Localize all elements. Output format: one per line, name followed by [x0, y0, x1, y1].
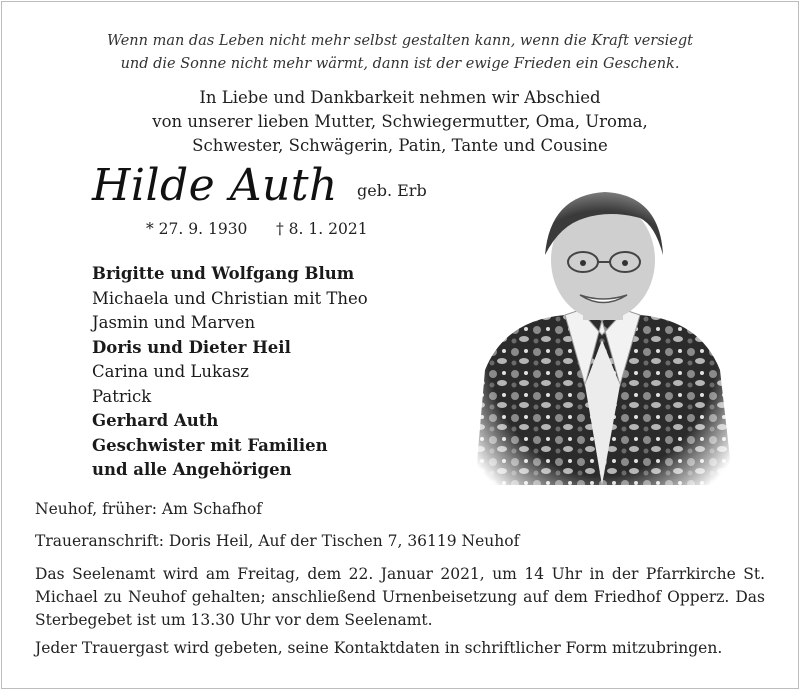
intro-line-1: In Liebe und Dankbarkeit nehmen wir Abschied	[199, 88, 601, 107]
family-member: Jasmin und Marven	[92, 313, 256, 332]
family-member: und alle Angehörigen	[92, 460, 292, 479]
family-member: Geschwister mit Familien	[92, 435, 328, 455]
birth-date: * 27. 9. 1930	[146, 220, 248, 238]
family-member: Doris und Dieter Heil	[92, 337, 291, 357]
family-member: Michaela und Christian mit Theo	[92, 288, 368, 308]
family-member: Gerhard Auth	[92, 411, 219, 430]
verse-line-2: und die Sonne nicht mehr wärmt, dann ist der ewige Frieden ein Geschenk.	[120, 56, 680, 72]
guest-notice: Jeder Trauergast wird gebeten, seine Kontaktdaten in schriftlicher Form mitzubringen.	[35, 639, 723, 657]
mourning-address: Traueranschrift: Doris Heil, Auf der Tischen 7, 36119 Neuhof	[35, 532, 520, 550]
family-member: Carina und Lukasz	[92, 362, 249, 381]
farewell-intro	[0, 86, 800, 158]
residence-line: Neuhof, früher: Am Schafhof	[35, 500, 263, 518]
intro-line-2: von unserer lieben Mutter, Schwiegermutter, Oma, Uroma,	[152, 112, 648, 131]
family-list	[92, 262, 368, 483]
death-date: † 8. 1. 2021	[276, 220, 368, 238]
intro-line-3: Schwester, Schwägerin, Patin, Tante und Cousine	[192, 136, 608, 155]
verse-line-1: Wenn man das Leben nicht mehr selbst gestalten kann, wenn die Kraft versiegt	[107, 33, 693, 49]
family-member: Brigitte und Wolfgang Blum	[92, 264, 355, 283]
deceased-name: Hilde Auth	[92, 160, 338, 211]
portrait-photo	[465, 170, 740, 485]
maiden-name: geb. Erb	[357, 181, 427, 200]
service-announcement: Das Seelenamt wird am Freitag, dem 22. Januar 2021, um 14 Uhr in der Pfarrkirche St. Michael zu Neuhof gehalten; anschließend Urnenbeisetzung auf dem Friedhof Opperz. Das Sterbegebet ist um 13.30 Uhr vor dem Seelenamt.	[35, 565, 765, 629]
memorial-verse	[0, 30, 800, 76]
family-member: Patrick	[92, 386, 152, 406]
